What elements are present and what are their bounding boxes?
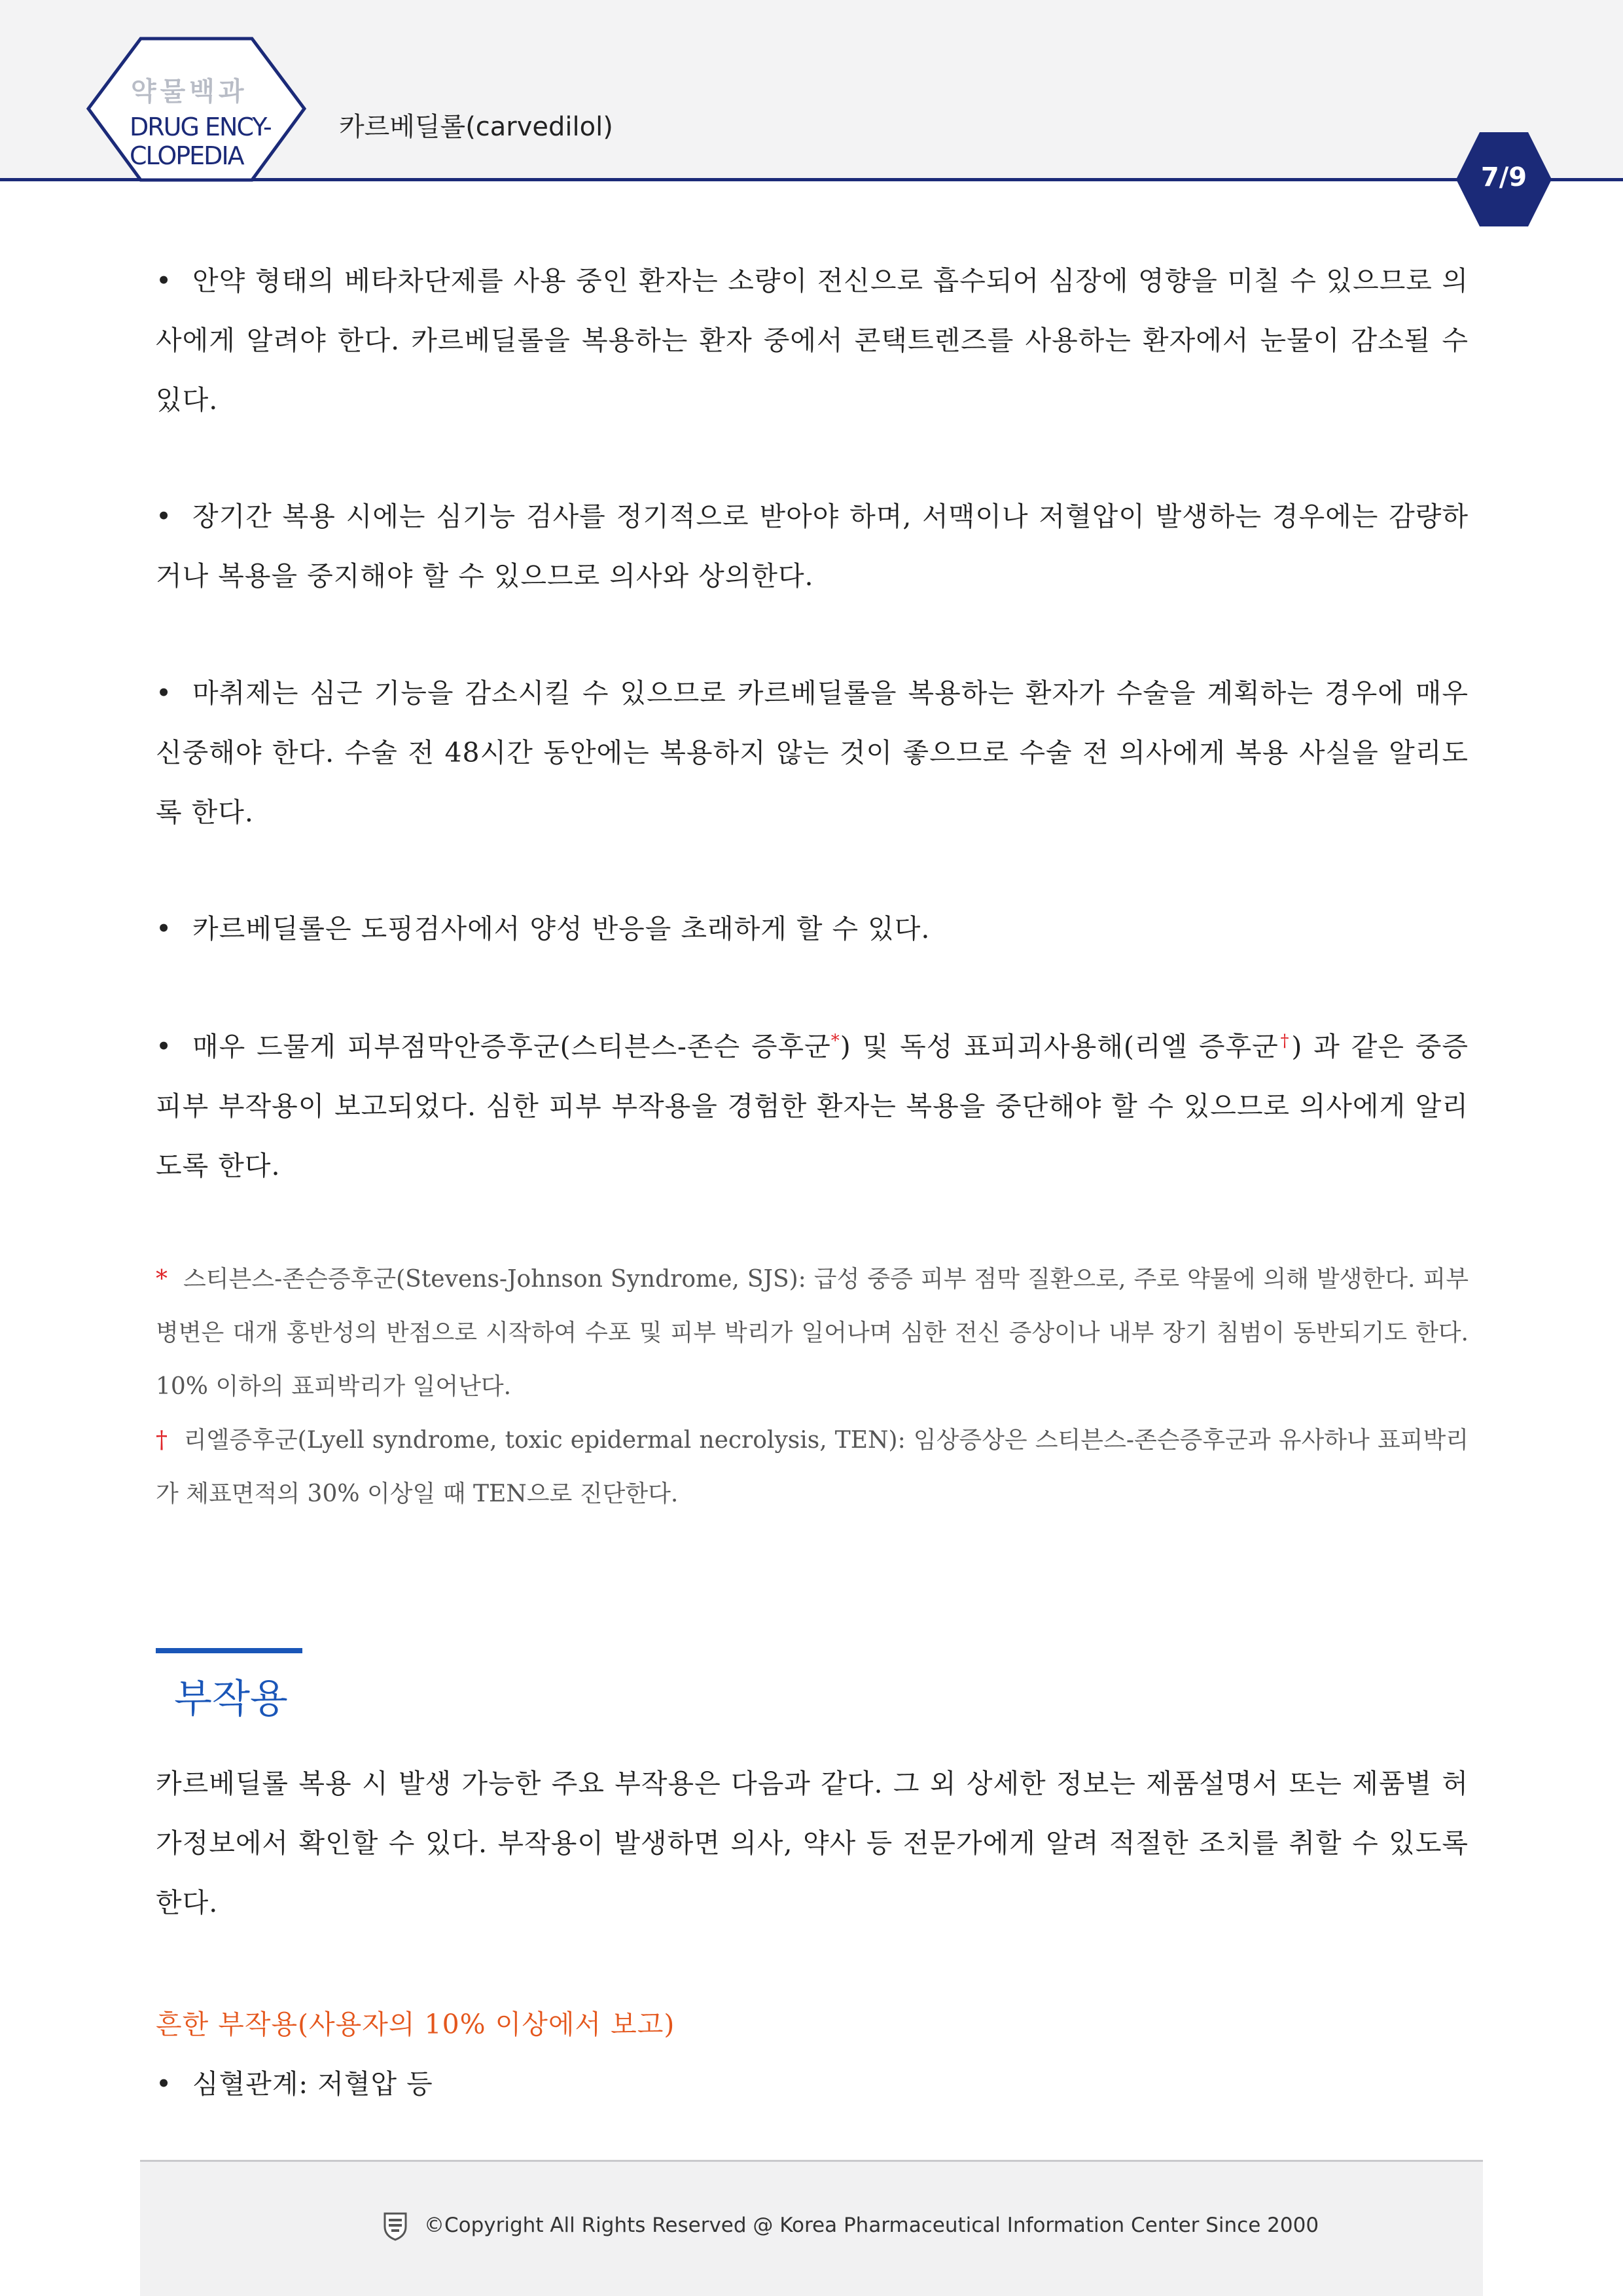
logo-english-line1: DRUG ENCY-: [130, 113, 271, 141]
footnote-mark-asterisk: *: [830, 1031, 840, 1051]
bullet-text-part2: ) 및 독성 표피괴사용해(리엘 증후군: [840, 1031, 1279, 1062]
drug-name-title: 카르베딜롤(carvedilol): [339, 112, 613, 142]
section-title: 부작용: [174, 1676, 288, 1722]
footer-copyright: ©Copyright All Rights Reserved @ Korea Pharmaceutical Information Center Since 2000: [424, 2214, 1319, 2237]
section-intro: [156, 1754, 1469, 1933]
bullet-marker: •: [156, 265, 173, 296]
bullet-text-part3: ) 과 같은 중증 피부 부작용이 보고되었다. 심한 피부 부작용을 경험한 환자는 복용을 중단해야 할 수 있으므로 의사에게 알리도록 한다.: [156, 1031, 1469, 1181]
bullet-text: 장기간 복용 시에는 심기능 검사를 정기적으로 받아야 하며, 서맥이나 저혈압이 발생하는 경우에는 감량하거나 복용을 중지해야 할 수 있으므로 의사와 상의한다.: [156, 501, 1469, 592]
bullet-marker: •: [156, 2068, 173, 2100]
common-side-effects: [156, 1995, 1469, 2114]
section-title-bar: [156, 1648, 302, 1653]
footnote-text: 리엘증후군(Lyell syndrome, toxic epidermal necrolysis, TEN): 임상증상은 스티븐스-존슨증후군과 유사하나 표피박리가 체표면적의 30% 이상일 때 TEN으로 진단한다.: [156, 1427, 1469, 1507]
bullet-marker: •: [156, 501, 173, 532]
bullet-text: 카르베딜롤은 도핑검사에서 양성 반응을 초래하게 할 수 있다.: [192, 913, 931, 944]
footnote-mark-dagger: †: [1278, 1031, 1292, 1051]
logo: [85, 37, 308, 182]
bullet-4: [156, 899, 1469, 959]
logo-english-text: [130, 113, 293, 170]
logo-english-line2: CLOPEDIA: [130, 141, 243, 170]
section-intro-text: 카르베딜롤 복용 시 발생 가능한 주요 부작용은 다음과 같다. 그 외 상세한 정보는 제품설명서 또는 제품별 허가정보에서 확인할 수 있다. 부작용이 발생하면 의사, 약사 등 전문가에게 알려 적절한 조치를 취할 수 있도록 한다.: [156, 1768, 1469, 1918]
footnote-ten: [156, 1414, 1469, 1521]
bullet-3: [156, 664, 1469, 842]
page-number-badge: [1455, 131, 1553, 228]
logo-korean-text: 약물백과: [131, 77, 248, 107]
footnote-mark: †: [156, 1427, 168, 1454]
bullet-2: [156, 487, 1469, 606]
page-number: 7/9: [1480, 162, 1527, 192]
footnote-mark: *: [156, 1266, 168, 1293]
bullet-1: [156, 251, 1469, 430]
footnote-text: 스티븐스-존슨증후군(Stevens-Johnson Syndrome, SJS): 급성 중증 피부 점막 질환으로, 주로 약물에 의해 발생한다. 피부 병변은 대개 홍반성의 반점으로 시작하여 수포 및 피부 박리가 일어나며 심한 전신 증상이나 내부 장기 침범이 동반되기도 한다. 10% 이하의 표피박리가 일어난다.: [156, 1266, 1469, 1400]
bullet-marker: •: [156, 1031, 173, 1062]
common-side-effects-heading: 흔한 부작용(사용자의 10% 이상에서 보고): [156, 2009, 675, 2040]
kpic-emblem-icon: [382, 2211, 408, 2241]
footnote-sjs: [156, 1253, 1469, 1414]
bullet-text-part1: 매우 드물게 피부점막안증후군(스티븐스-존슨 증후군: [192, 1031, 831, 1062]
common-side-effect-item: 심혈관계: 저혈압 등: [192, 2068, 433, 2100]
bullet-text: 안약 형태의 베타차단제를 사용 중인 환자는 소량이 전신으로 흡수되어 심장에 영향을 미칠 수 있으므로 의사에게 알려야 한다. 카르베딜롤을 복용하는 환자 중에서 콘택트렌즈를 사용하는 환자에서 눈물이 감소될 수 있다.: [156, 265, 1469, 416]
bullet-marker: •: [156, 913, 173, 944]
bullet-5: [156, 1017, 1469, 1196]
bullet-marker: •: [156, 677, 173, 709]
bullet-text: 마취제는 심근 기능을 감소시킬 수 있으므로 카르베딜롤을 복용하는 환자가 수술을 계획하는 경우에 매우 신중해야 한다. 수술 전 48시간 동안에는 복용하지 않는 것이 좋으므로 수술 전 의사에게 복용 사실을 알리도록 한다.: [156, 677, 1469, 828]
